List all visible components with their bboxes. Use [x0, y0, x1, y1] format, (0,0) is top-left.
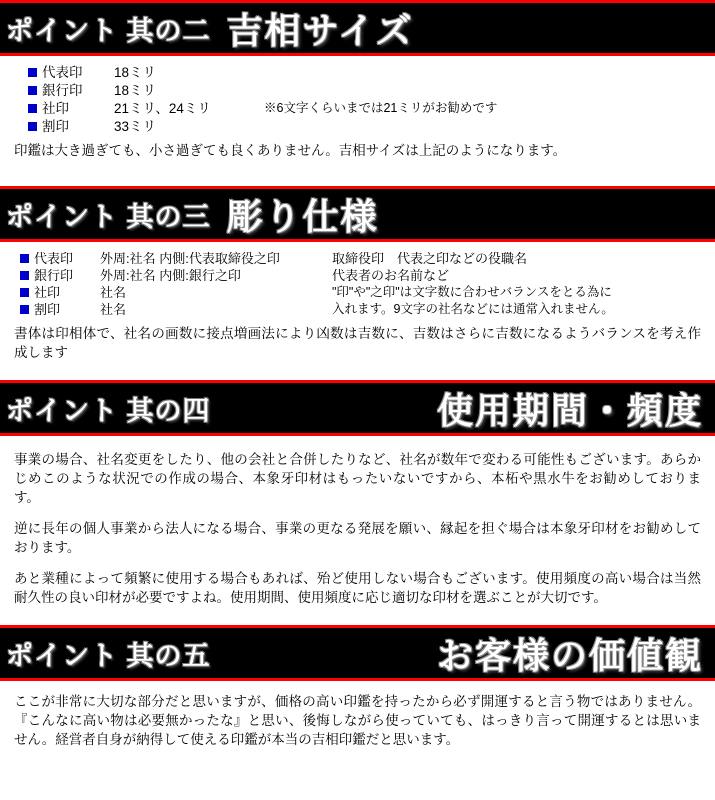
section-body-point-5 [0, 681, 715, 753]
spec-middle: 社名 [100, 302, 127, 317]
square-bullet-icon [28, 68, 37, 77]
square-bullet-icon [28, 104, 37, 113]
section-banner-point-2 [0, 0, 715, 56]
banner-inner [0, 628, 715, 678]
list-item [10, 82, 705, 99]
square-bullet-icon [20, 254, 29, 263]
banner-inner [0, 3, 715, 53]
list-item [10, 284, 705, 301]
section-body-point-3 [0, 242, 715, 366]
list-item [10, 250, 705, 267]
size-spec-list [10, 64, 705, 135]
section-title: お客様の価値観 [436, 634, 703, 676]
spec-right: 取締役印 代表之印などの役職名 [332, 251, 528, 266]
paragraph: 書体は印相体で、社名の画数に接点増画法により凶数は吉数に、吉数はさらに吉数になるようバランスを考え作成します [14, 326, 701, 360]
section-title: 使用期間・頻度 [436, 389, 703, 431]
section-banner-point-3 [0, 186, 715, 242]
spec-right: "印"や"之印"は文字数に合わせバランスをとる為に [332, 285, 612, 299]
spec-value: 18ミリ [114, 83, 157, 98]
list-item [10, 267, 705, 284]
square-bullet-icon [28, 122, 37, 131]
list-item [10, 100, 705, 117]
square-bullet-icon [20, 271, 29, 280]
square-bullet-icon [20, 305, 29, 314]
section-label: ポイント 其の四 [6, 395, 211, 426]
section-banner-point-5 [0, 625, 715, 681]
section-label: ポイント 其の二 [6, 15, 211, 46]
spacer [10, 507, 705, 513]
spec-right: 入れます。9文字の社名などには通常入れません。 [332, 302, 614, 316]
section-title: 吉相サイズ [226, 9, 414, 51]
spec-name: 割印 [34, 302, 61, 317]
section-label: ポイント 其の三 [6, 201, 211, 232]
banner-inner [0, 383, 715, 433]
spacer [0, 164, 715, 186]
spec-name: 割印 [42, 119, 69, 134]
paragraph: あと業種によって頻繁に使用する場合もあれば、殆ど使用しない場合もございます。使用頻度の高い場合は当然耐久性の良い印材が必要ですよね。使用期間、使用頻度に応じ適切な印材を選ぶことが大切です。 [14, 571, 701, 605]
section-title: 彫り仕様 [226, 195, 379, 237]
paragraph: 逆に長年の個人事業から法人になる場合、事業の更なる発展を願い、縁起を担ぐ場合は本象牙印材をお勧めしております。 [14, 521, 701, 555]
spec-name: 社印 [42, 101, 69, 116]
spec-name: 社印 [34, 285, 61, 300]
paragraph: ここが非常に大切な部分だと思いますが、価格の高い印鑑を持ったから必ず開運すると言う物ではありません。『こんなに高い物は必要無かったな』と思い、後悔しながら使っていても、はっきり言って開運するとは思いません。経営者自身が納得して使える印鑑が本当の吉相印鑑だと思います。 [14, 694, 701, 747]
spacer [10, 557, 705, 563]
spec-middle: 外周:社名 内側:代表取締役之印 [100, 251, 280, 266]
spec-right: 代表者のお名前など [332, 268, 450, 283]
paragraph: 事業の場合、社名変更をしたり、他の会社と合併したりなど、社名が数年で変わる可能性もございます。あらかじめこのような状況での作成の場合、本象牙印材はもったいないですから、本柘や黒水牛をお勧めしております。 [14, 452, 701, 505]
banner-inner [0, 189, 715, 239]
spec-name: 銀行印 [42, 83, 83, 98]
spec-value: 18ミリ [114, 65, 157, 80]
list-item [10, 301, 705, 318]
section-banner-point-4 [0, 380, 715, 436]
spec-value: 21ミリ、24ミリ [114, 101, 211, 116]
section-body-point-2 [0, 56, 715, 164]
spec-note: ※6文字くらいまでは21ミリがお勧めです [264, 101, 498, 115]
spec-value: 33ミリ [114, 119, 157, 134]
list-item [10, 64, 705, 81]
spec-middle: 社名 [100, 285, 127, 300]
section-body-point-4 [0, 436, 715, 611]
spec-name: 代表印 [42, 65, 83, 80]
square-bullet-icon [20, 288, 29, 297]
paragraph: 印鑑は大き過ぎても、小さ過ぎても良くありません。吉相サイズは上記のようになります。 [14, 143, 567, 158]
spec-name: 銀行印 [34, 268, 74, 283]
spacer [0, 611, 715, 625]
section-label: ポイント 其の五 [6, 640, 211, 671]
spec-name: 代表印 [34, 251, 74, 266]
list-item [10, 118, 705, 135]
square-bullet-icon [28, 86, 37, 95]
spacer [0, 366, 715, 380]
spec-middle: 外周:社名 内側:銀行之印 [100, 268, 241, 283]
